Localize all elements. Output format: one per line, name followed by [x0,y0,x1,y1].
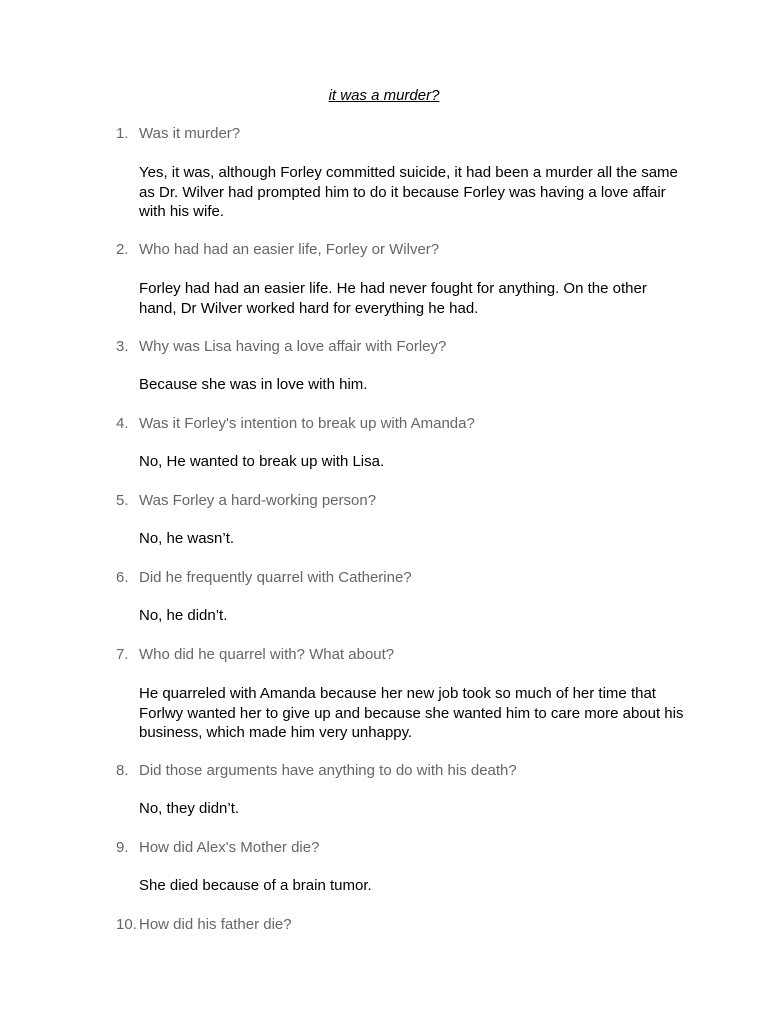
question-number: 7. [116,646,129,663]
question-text: Was Forley a hard-working person? [139,492,377,509]
question-text: Was it murder? [139,125,241,142]
question-text: Who had had an easier life, Forley or Wilver? [139,241,440,258]
answer-9: She died because of a brain tumor. [139,877,372,894]
answer-7: He quarreled with Amanda because her new job took so much of her time that Forlwy wanted her to give up and because she wanted him to care more about his business, which made him very unhappy. [139,685,684,741]
question-number: 4. [116,415,129,432]
question-text: How did Alex's Mother die? [139,839,320,856]
answer-5: No, he wasn’t. [139,530,235,547]
question-text: Did those arguments have anything to do with his death? [139,762,517,779]
question-number: 2. [116,241,129,258]
question-number: 9. [116,839,129,856]
question-number: 10. [116,916,137,933]
question-number: 6. [116,569,129,586]
question-number: 5. [116,492,129,509]
document-title: it was a murder? [328,87,440,104]
question-text: How did his father die? [139,916,292,933]
question-number: 3. [116,338,129,355]
question-number: 1. [116,125,129,142]
question-text: Who did he quarrel with? What about? [139,646,395,663]
question-text: Why was Lisa having a love affair with Forley? [139,338,447,355]
answer-8: No, they didn’t. [139,800,240,817]
answer-2: Forley had had an easier life. He had never fought for anything. On the other hand, Dr Wilver worked hard for everything he had. [139,280,647,317]
question-text: Was it Forley's intention to break up with Amanda? [139,415,475,432]
answer-6: No, he didn’t. [139,607,228,624]
question-text: Did he frequently quarrel with Catherine? [139,569,412,586]
answer-3: Because she was in love with him. [139,376,368,393]
question-number: 8. [116,762,129,779]
answer-1: Yes, it was, although Forley committed suicide, it had been a murder all the same as Dr. Wilver had prompted him to do it because Forley was having a love affair with his wife. [139,164,678,220]
answer-4: No, He wanted to break up with Lisa. [139,453,385,470]
